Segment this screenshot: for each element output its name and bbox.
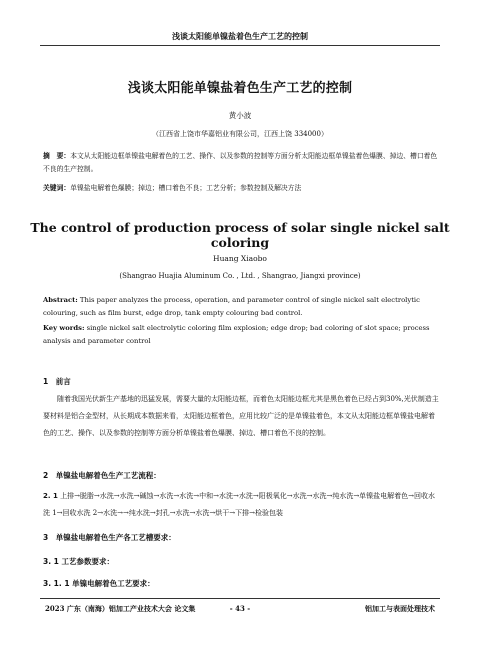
chinese-keywords-label: 关键词： (43, 184, 71, 192)
page-number: - 43 - (229, 604, 251, 613)
section-2-1 (43, 488, 439, 522)
english-affiliation: (Shangrao Huajia Aluminum Co. , Ltd. , Shangrao, Jiangxi province) (119, 272, 361, 280)
header-rule (40, 45, 440, 46)
running-header: 浅谈太阳能单镍盐着色生产工艺的控制 (172, 31, 308, 41)
section-2-heading: 2 单镍盐电解着色生产工艺流程： (43, 471, 161, 480)
english-title: The control of production process of solar single nickel salt coloring (30, 220, 450, 250)
footer-proceedings: 2023 广东（南海）铝加工产业技术大会 论文集 (45, 604, 196, 613)
chinese-abstract-text: 本文从太阳能边框单镍盐电解着色的工艺、操作、以及参数的控制等方面分析太阳能边框单镍盐着色爆膜、掉边、槽口着色不良的生产控制。 (43, 152, 438, 173)
section-2-1-label: 2. 1 (43, 492, 58, 500)
english-keywords (43, 322, 439, 348)
chinese-title: 浅谈太阳能单镍盐着色生产工艺的控制 (127, 81, 353, 96)
section-3-heading: 3 单镍盐电解着色生产各工艺槽要求： (43, 533, 176, 542)
footer-rule (40, 598, 440, 599)
english-author: Huang Xiaobo (213, 254, 267, 263)
english-keywords-text: single nickel salt electrolytic coloring film explosion; edge drop; bad coloring of slot space; process analysis and parameter control (43, 324, 430, 345)
english-abstract-label: Abstract: (43, 296, 78, 304)
section-1-heading: 1 前言 (43, 377, 71, 386)
section-1-body: 随着我国光伏新生产基地的迅猛发展，需要大量的太阳能边框，而着色太阳能边框尤其是黑色着色已经占到30%,光伏制造主要材料是铝合金型材，从长期成本数据来看，太阳能边框着色，应用比较广泛的是单镍盐着色，本文从太阳能边框单镍盐电解着色的工艺、操作、以及参数的控制等方面分析单镍盐着色爆膜、掉边、槽口着色不良的控制。 (43, 395, 439, 437)
section-3-1-heading: 3. 1 工艺参数要求： (43, 557, 115, 566)
chinese-affiliation: （江西省上饶市华嘉铝业有限公司，江西上饶 334000） (152, 130, 328, 138)
section-2-1-text: 上排→脱脂→水洗→水洗→碱蚀→水洗→水洗→中和→水洗→水洗→阳极氧化→水洗→水洗→纯水洗→单镍盐电解着色→回收水洗 1→回收水洗 2→水洗→→纯水洗→封孔→水洗→水洗→烘干→下排→检验包装 (43, 492, 436, 517)
chinese-keywords-text: 单镍盐电解着色爆膜；掉边；槽口着色不良；工艺分析；参数控制及解决方法 (70, 184, 302, 192)
chinese-author: 黄小波 (228, 111, 252, 120)
english-abstract-text: This paper analyzes the process, operation, and parameter control of single nickel salt electrolytic colouring, such as film burst, edge drop, tank empty colouring bad control. (43, 296, 420, 317)
footer-journal: 铝加工与表面处理技术 (365, 604, 435, 613)
english-abstract (43, 294, 439, 320)
section-3-1-1-heading: 3. 1. 1 单镍电解着色工艺要求： (43, 579, 155, 588)
english-keywords-label: Key words: (43, 324, 85, 332)
chinese-abstract (43, 150, 439, 176)
chinese-keywords (43, 182, 439, 195)
chinese-abstract-label: 摘 要： (43, 152, 71, 160)
